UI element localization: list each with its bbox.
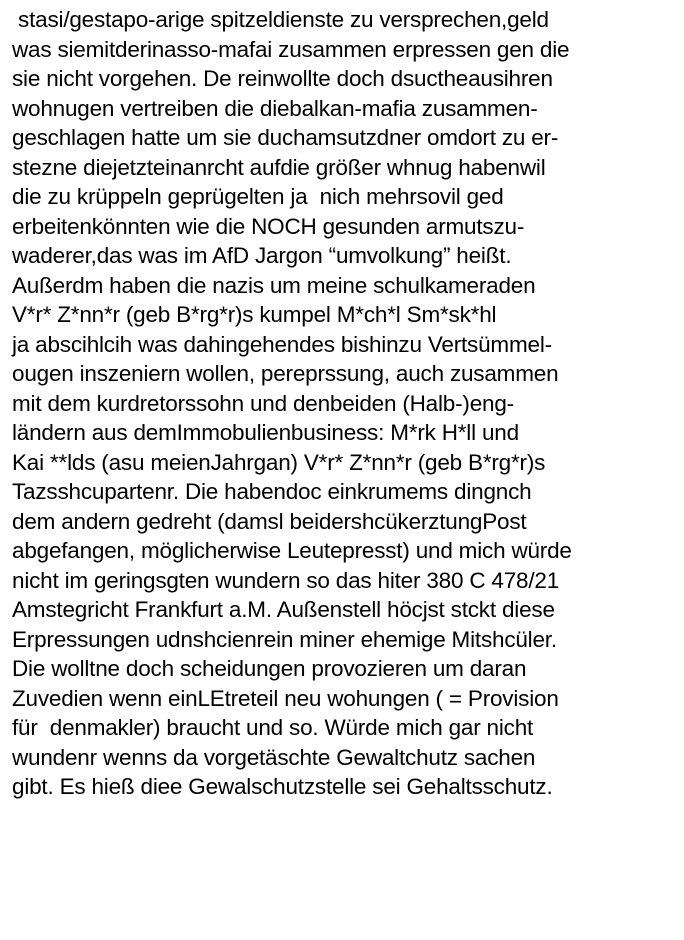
text-line: Außerdm haben die nazis um meine schulkameraden (12, 272, 536, 298)
text-line: abgefangen, möglicherwise Leutepresst) und mich würde (12, 538, 572, 563)
text-line: geschlagen hatte um sie duchamsutzdner omdort zu er- (12, 125, 559, 150)
text-line: Zuvedien wenn einLEtreteil neu wohungen ( = Provision (12, 685, 559, 711)
text-line: Amstegricht Frankfurt a.M. Außenstell höcjst stckt diese (12, 597, 555, 622)
text-line: mit dem kurdretorssohn und denbeiden (Halb-)eng- (12, 390, 514, 416)
document-text (12, 5, 682, 802)
text-line: sie nicht vorgehen. De reinwollte doch dsuctheausihren (12, 66, 553, 91)
text-line: dem andern gedreht (damsl beidershcükerztungPost (12, 508, 527, 534)
text-line: ougen inszeniern wollen, pereprssung, auch zusammen (12, 361, 559, 386)
text-line: ländern aus demImmobulienbusiness: M*rk H*ll und (12, 420, 519, 445)
text-line: für denmakler) braucht und so. Würde mich gar nicht (12, 715, 534, 740)
text-line: die zu krüppeln geprügelten ja nich mehrsovil ged (12, 184, 504, 209)
text-line: Erpressungen udnshcienrein miner ehemige Mitshcüler. (12, 626, 557, 652)
text-line: wohnugen vertreiben die diebalkan-mafia zusammen- (12, 95, 538, 121)
text-line: ja abscihlcih was dahingehendes bishinzu Vertsümmel- (12, 331, 552, 357)
text-line: wundenr wenns da vorgetäschte Gewaltchutz sachen (12, 744, 536, 770)
text-line: nicht im geringsgten wundern so das hiter 380 C 478/21 (12, 567, 560, 593)
text-line: Tazsshcupartenr. Die habendoc einkrumems dingnch (12, 479, 532, 504)
text-line: was siemitderinasso-mafai zusammen erpressen gen die (12, 36, 570, 62)
text-line: Kai **lds (asu meienJahrgan) V*r* Z*nn*r (geb B*rg*r)s (12, 449, 546, 475)
text-line: stasi/gestapo-arige spitzeldienste zu versprechen,geld (12, 7, 549, 32)
text-line: V*r* Z*nn*r (geb B*rg*r)s kumpel M*ch*l Sm*sk*hl (12, 302, 497, 327)
text-line: gibt. Es hieß diee Gewalschutzstelle sei Gehaltsschutz. (12, 774, 553, 799)
text-line: waderer,das was im AfD Jargon “umvolkung” heißt. (12, 243, 512, 268)
text-line: erbeitenkönnten wie die NOCH gesunden armutszu- (12, 213, 525, 239)
text-line: stezne diejetzteinanrcht aufdie größer whnug habenwil (12, 154, 546, 180)
text-line: Die wolltne doch scheidungen provozieren um daran (12, 656, 527, 681)
